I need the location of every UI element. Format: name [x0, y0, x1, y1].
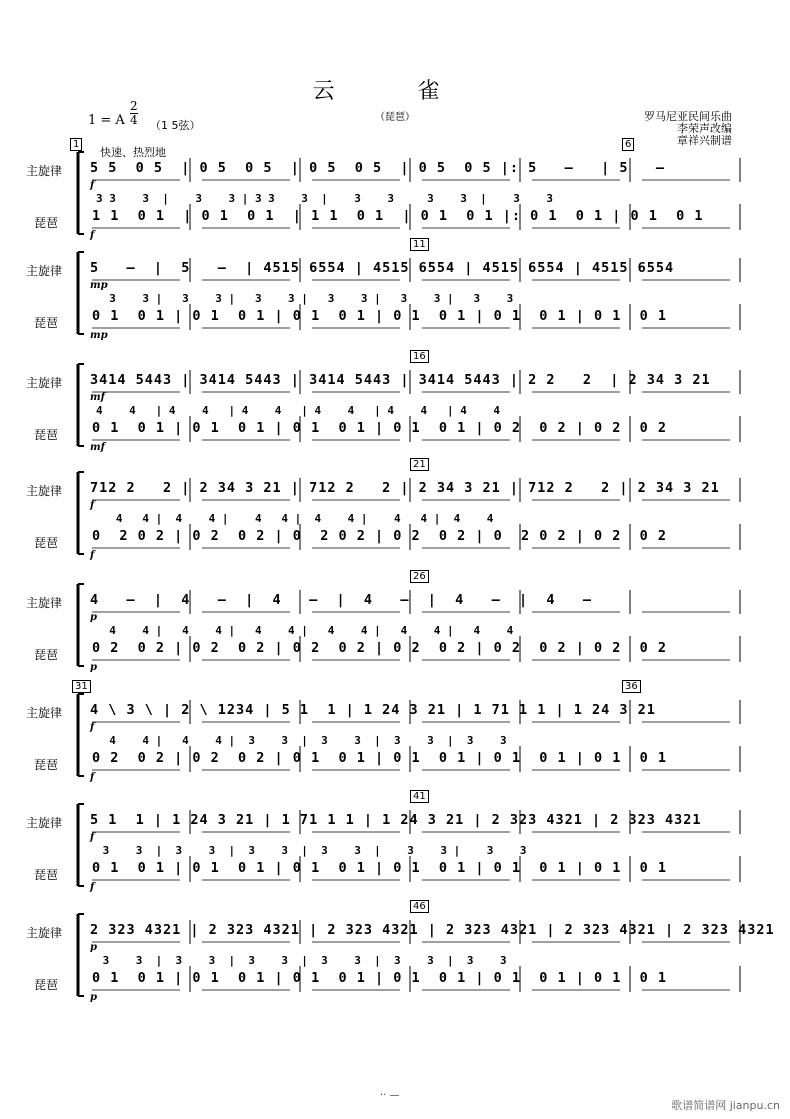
- pipa-line: 0 1 0 1 | 0 1 0 1 | 0 1 0 1 | 0 1 0 1 | 0 1 0 1 | 0 1 0 1: [92, 970, 668, 986]
- measure-number: 26: [410, 570, 429, 583]
- tempo-marking: 快速、热烈地: [100, 146, 166, 159]
- melody-line: 5 – | 5 – | 4515 6554 | 4515 6554 | 4515 6554 | 4515 6554: [90, 260, 675, 276]
- part-label-melody: 主旋律: [26, 706, 63, 720]
- pipa-line: 0 2 0 2 | 0 2 0 2 | 0 1 0 1 | 0 1 0 1 | 0 1 0 1 | 0 1 0 1: [92, 750, 668, 766]
- part-label-melody: 主旋律: [26, 926, 63, 940]
- measure-number: 36: [622, 680, 641, 693]
- part-label-pipa: 琵琶: [34, 978, 59, 992]
- part-label-pipa: 琵琶: [34, 648, 59, 662]
- part-label-pipa: 琵琶: [34, 216, 59, 230]
- harmony-line: 4 4 | 4 4 | 4 4 | 4 4 | 4 4 | 4 4: [96, 404, 500, 417]
- harmony-line: 4 4 | 4 4 | 4 4 | 4 4 | 4 4 | 4 4: [96, 512, 494, 525]
- part-label-pipa: 琵琶: [34, 536, 59, 550]
- harmony-line: 3 3 | 3 3 | 3 3 | 3 3 | 3 3 | 3 3: [96, 292, 514, 305]
- subtitle: （琵琶）: [375, 112, 415, 123]
- dynamic-mark: p: [90, 662, 97, 673]
- dynamic-mark: p: [90, 612, 97, 623]
- dynamic-mark: mp: [90, 330, 108, 341]
- measure-number: 46: [410, 900, 429, 913]
- melody-line: 5 5 0 5 | 0 5 0 5 | 0 5 0 5 | 0 5 0 5 |: 5 – | 5 –: [90, 160, 666, 176]
- dynamic-mark: mf: [90, 392, 105, 403]
- watermark: 歌谱简谱网 jianpu.cn: [671, 1099, 780, 1112]
- measure-number: 31: [72, 680, 91, 693]
- pipa-line: 0 1 0 1 | 0 1 0 1 | 0 1 0 1 | 0 1 0 1 | 0 1 0 1 | 0 1 0 1: [92, 860, 668, 876]
- part-label-pipa: 琵琶: [34, 758, 59, 772]
- dynamic-mark: f: [90, 882, 95, 893]
- melody-line: 3414 5443 | 3414 5443 | 3414 5443 | 3414 5443 | 2 2 2 | 2 34 3 21: [90, 372, 711, 388]
- harmony-line: 3 3 | 3 3 | 3 3 | 3 3 | 3 3 | 3 3: [96, 844, 527, 857]
- pipa-line: 0 1 0 1 | 0 1 0 1 | 0 1 0 1 | 0 1 0 1 | 0 2 0 2 | 0 2 0 2: [92, 420, 668, 436]
- measure-number: 1: [70, 138, 82, 151]
- harmony-line: 3 3 | 3 3 | 3 3 | 3 3 | 3 3 | 3 3: [96, 954, 507, 967]
- part-label-melody: 主旋律: [26, 164, 63, 178]
- harmony-line: 4 4 | 4 4 | 4 4 | 4 4 | 4 4 | 4 4: [96, 624, 514, 637]
- time-numerator: 2: [130, 99, 138, 113]
- measure-number: 11: [410, 238, 429, 251]
- melody-line: 4 \ 3 \ | 2 \ 1234 | 5 1 1 | 1 24 3 21 | 1 71 1 1 | 1 24 3 21: [90, 702, 656, 718]
- dynamic-mark: f: [90, 722, 95, 733]
- page-footer: ·· —: [380, 1090, 400, 1101]
- harmony-line: 3 3 3 | 3 3 | 3 3 3 | 3 3 3 3 | 3 3: [96, 192, 553, 205]
- key-signature: 1 = A: [88, 113, 125, 128]
- part-label-melody: 主旋律: [26, 596, 63, 610]
- dynamic-mark: f: [90, 180, 95, 191]
- part-label-pipa: 琵琶: [34, 868, 59, 882]
- pipa-line: 0 2 0 2 | 0 2 0 2 | 0 2 0 2 | 0 2 0 2 | 0 2 0 2 | 0 2 0 2: [92, 640, 668, 656]
- melody-line: 2 323 4321 | 2 323 4321 | 2 323 4321 | 2 323 4321 | 2 323 4321 | 2 323 4321: [90, 922, 775, 938]
- measure-number: 41: [410, 790, 429, 803]
- credit-line: 罗马尼亚民间乐曲: [644, 110, 732, 123]
- part-label-melody: 主旋律: [26, 376, 63, 390]
- page-title: 云 雀: [312, 79, 478, 104]
- measure-number: 6: [622, 138, 634, 151]
- credit-line: 章祥兴制谱: [677, 134, 732, 147]
- harmony-line: 4 4 | 4 4 | 3 3 | 3 3 | 3 3 | 3 3: [96, 734, 507, 747]
- part-label-pipa: 琵琶: [34, 428, 59, 442]
- melody-line: 4 – | 4 – | 4 – | 4 – | 4 – | 4 –: [90, 592, 593, 608]
- dynamic-mark: f: [90, 832, 95, 843]
- dynamic-mark: f: [90, 772, 95, 783]
- dynamic-mark: mf: [90, 442, 105, 453]
- strings-note: （1 5弦）: [150, 119, 201, 132]
- dynamic-mark: f: [90, 550, 95, 561]
- measure-number: 16: [410, 350, 429, 363]
- measure-number: 21: [410, 458, 429, 471]
- melody-line: 712 2 2 | 2 34 3 21 | 712 2 2 | 2 34 3 21 | 712 2 2 | 2 34 3 21: [90, 480, 720, 496]
- dynamic-mark: p: [90, 992, 97, 1003]
- time-denominator: 4: [130, 113, 138, 127]
- melody-line: 5 1 1 | 1 24 3 21 | 1 71 1 1 | 1 24 3 21 | 2 323 4321 | 2 323 4321: [90, 812, 702, 828]
- part-label-melody: 主旋律: [26, 264, 63, 278]
- pipa-line: 0 2 0 2 | 0 2 0 2 | 0 2 0 2 | 0 2 0 2 | 0 2 0 2 | 0 2 0 2: [92, 528, 668, 544]
- dynamic-mark: f: [90, 500, 95, 511]
- pipa-line: 1 1 0 1 | 0 1 0 1 | 1 1 0 1 | 0 1 0 1 |: 0 1 0 1 | 0 1 0 1: [92, 208, 704, 224]
- part-label-pipa: 琵琶: [34, 316, 59, 330]
- dynamic-mark: f: [90, 230, 95, 241]
- part-label-melody: 主旋律: [26, 484, 63, 498]
- pipa-line: 0 1 0 1 | 0 1 0 1 | 0 1 0 1 | 0 1 0 1 | 0 1 0 1 | 0 1 0 1: [92, 308, 668, 324]
- dynamic-mark: p: [90, 942, 97, 953]
- part-label-melody: 主旋律: [26, 816, 63, 830]
- credit-line: 李荣声改编: [677, 122, 732, 135]
- dynamic-mark: mp: [90, 280, 108, 291]
